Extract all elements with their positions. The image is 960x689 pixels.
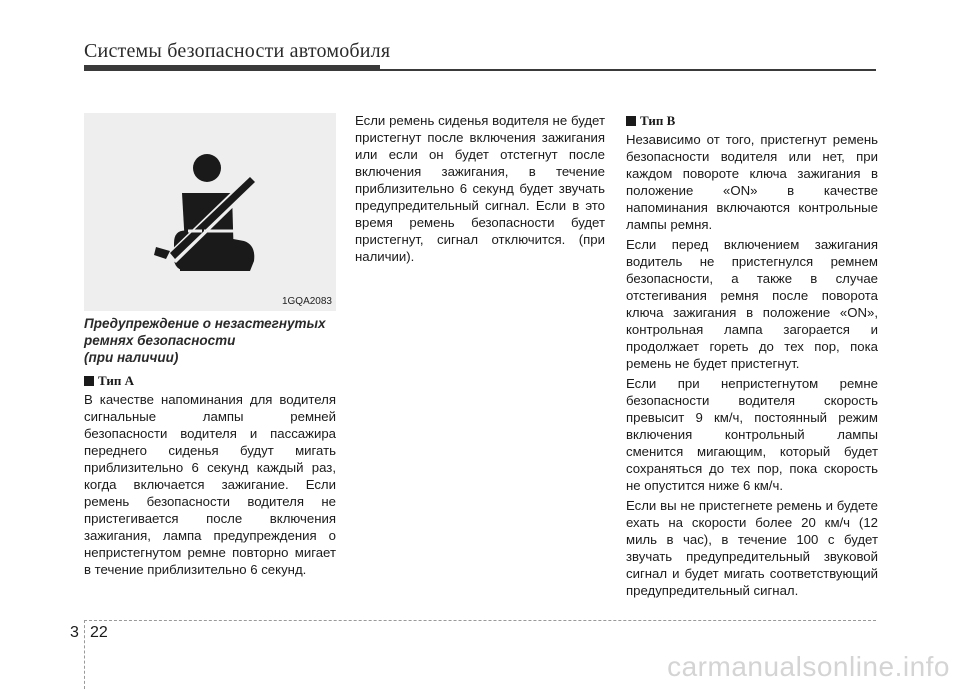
caption: [84, 315, 336, 366]
square-bullet-icon: [626, 116, 636, 126]
caption-line-1: Предупреждение о незастегнутых: [84, 316, 326, 331]
type-b-paragraph-2: Если перед включением зажигания водитель не пристегнулся ремнем безопасности, а также в случае отстегивания ремня после поворота ключа зажигания в положение «ON», контрольная лампа загорается и продолжает гореть до тех пор, пока ремень не будет пристегнут.: [626, 237, 878, 371]
page-number: 22: [90, 624, 108, 641]
type-a-paragraph: В качестве напоминания для водителя сигнальные лампы ремней безопасности водителя и пассажира переднего сиденья будут мигать приблизительно 6 секунд каждый раз, когда включается зажигание. Если ремень безопасности водителя не пристегивается после включения зажигания, лампа предупреждения о непристегнутом ремне повторно мигает в течение приблизительно 6 секунд.: [84, 392, 336, 577]
type-b-paragraph-4: Если вы не пристегнете ремень и будете ехать на скорости более 20 км/ч (12 миль в час), в течение 100 с будет звучать предупредительный звуковой сигнал и будет мигать соответствующий предупредительный сигнал.: [626, 498, 878, 598]
column-1: [84, 315, 336, 581]
footer-vertical-divider: [84, 620, 85, 689]
seatbelt-warning-icon: [84, 113, 336, 311]
type-b-label: Тип B: [640, 113, 676, 128]
type-b-paragraph-3: Если при непристегнутом ремне безопасности водителя скорость превысит 9 км/ч, постоянный режим включения контрольный лампы сменится мигающим, который будет сохраняться до тех пор, пока скорость не опустится ниже 6 км/ч.: [626, 376, 878, 493]
square-bullet-icon: [84, 376, 94, 386]
type-a-label: Тип А: [98, 373, 134, 388]
type-b-paragraph-1: Независимо от того, пристегнут ремень безопасности водителя или нет, при каждом повороте ключа зажигания в положение «ON» в качестве напоминания включаются контрольные лампы ремня.: [626, 132, 878, 232]
caption-line-2: ремнях безопасности: [84, 333, 236, 348]
column-3: [626, 112, 878, 602]
type-a-heading: [84, 372, 336, 389]
header-title: Системы безопасности автомобиля: [84, 40, 391, 62]
watermark: carmanualsonline.info: [667, 651, 950, 682]
figure-seatbelt: [84, 113, 336, 311]
chapter-number: 3: [70, 624, 79, 641]
header-bar-thick: [84, 65, 380, 71]
footer-divider: [84, 620, 876, 621]
type-b-heading: [626, 112, 878, 129]
caption-line-3: (при наличии): [84, 350, 179, 365]
header-bar-thin: [380, 69, 876, 71]
column-2: [355, 112, 605, 268]
figure-code: 1GQA2083: [281, 296, 332, 307]
chime-paragraph: Если ремень сиденья водителя не будет пристегнут после включения зажигания или если он будет отстегнут после включения зажигания, в течение приблизительно 6 секунд будет звучать предупредительный сигнал. Если в это время ремень безопасности будет пристегнут, сигнал отключится. (при наличии).: [355, 113, 605, 264]
